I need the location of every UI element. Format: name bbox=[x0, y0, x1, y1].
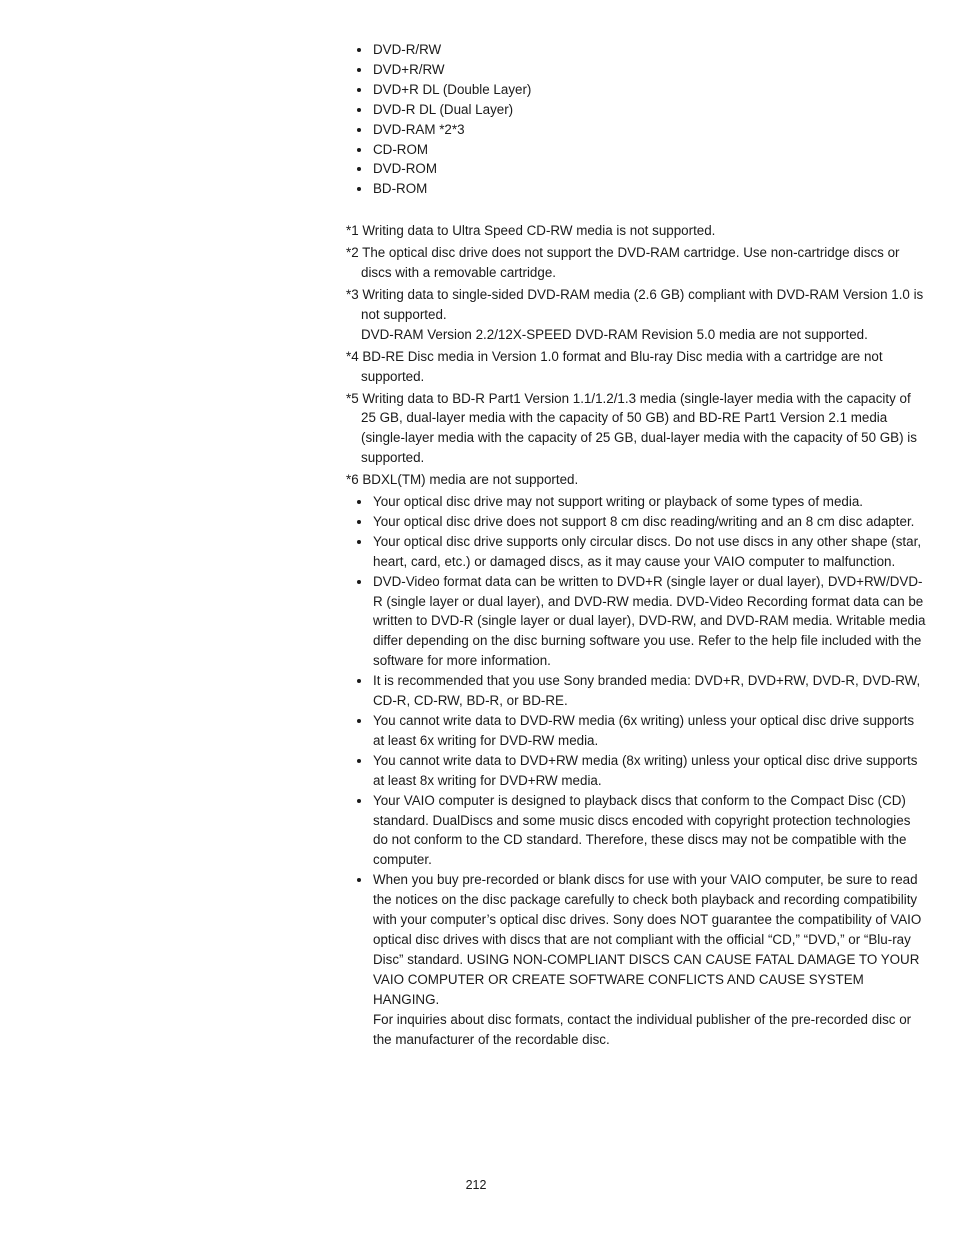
list-item: DVD+R/RW bbox=[346, 60, 928, 80]
note-item bbox=[346, 671, 928, 711]
list-item: DVD-R/RW bbox=[346, 40, 928, 60]
list-item: BD-ROM bbox=[346, 179, 928, 199]
footnote bbox=[346, 221, 928, 241]
note-item bbox=[346, 711, 928, 751]
note-text: Your optical disc drive supports only circular discs. Do not use discs in any other shape (star, heart, card, etc.) or damaged discs, as it may cause your VAIO computer to malfunction. bbox=[373, 533, 922, 569]
note-text: Your VAIO computer is designed to playback discs that conform to the Compact Disc (CD) standard. DualDiscs and some music discs encoded with copyright protection technologies do not conform to the CD standard. Therefore, these discs may not be compatible with the computer. bbox=[373, 792, 911, 868]
footnote-extra-text: DVD-RAM Version 2.2/12X-SPEED DVD-RAM Revision 5.0 media are not supported. bbox=[361, 326, 868, 342]
note-item bbox=[346, 751, 928, 791]
note-extra-text: For inquiries about disc formats, contact the individual publisher of the pre-recorded disc or the manufacturer of the recordable disc. bbox=[373, 1011, 912, 1047]
footnote bbox=[346, 285, 928, 345]
list-item: DVD-ROM bbox=[346, 159, 928, 179]
readable-media-list bbox=[346, 140, 928, 200]
note-item bbox=[346, 532, 928, 572]
footnote-text: *6 BDXL(TM) media are not supported. bbox=[346, 472, 579, 488]
note-text: It is recommended that you use Sony branded media: DVD+R, DVD+RW, DVD-R, DVD-RW, CD-R, CD-RW, BD-R, or BD-RE. bbox=[373, 673, 921, 709]
page-number-text: 212 bbox=[465, 1178, 487, 1192]
footnote-text: *3 Writing data to single-sided DVD-RAM media (2.6 GB) compliant with DVD-RAM Version 1.0 is not supported. bbox=[346, 286, 924, 322]
page-content bbox=[346, 40, 928, 1049]
note-text: You cannot write data to DVD-RW media (6x writing) unless your optical disc drive supports at least 6x writing for DVD-RW media. bbox=[373, 713, 915, 748]
page-number bbox=[0, 1176, 954, 1196]
footnote-text: *5 Writing data to BD-R Part1 Version 1.1/1.2/1.3 media (single-layer media with the capacity of 25 GB, dual-layer media with the capacity of 50 GB) and BD-RE Part1 Version 2.1 media (single-layer media with the capacity of 25 GB, dual-layer media with the capacity of 50 GB) is supported. bbox=[346, 390, 917, 466]
footnote-text: *1 Writing data to Ultra Speed CD-RW media is not supported. bbox=[346, 223, 716, 239]
footnote bbox=[346, 347, 928, 387]
list-item: CD-ROM bbox=[346, 140, 928, 160]
list-item: DVD+R DL (Double Layer) bbox=[346, 80, 928, 100]
note-item bbox=[346, 870, 928, 1049]
footnote bbox=[346, 389, 928, 469]
note-item bbox=[346, 572, 928, 672]
note-text: Your optical disc drive may not support writing or playback of some types of media. bbox=[373, 494, 863, 510]
note-text: You cannot write data to DVD+RW media (8x writing) unless your optical disc drive supports at least 8x writing for DVD+RW media. bbox=[373, 752, 918, 788]
footnote-text: *2 The optical disc drive does not support the DVD-RAM cartridge. Use non-cartridge discs or discs with a removable cartridge. bbox=[346, 245, 900, 281]
note-item bbox=[346, 512, 928, 532]
note-text: When you buy pre-recorded or blank discs for use with your VAIO computer, be sure to read the notices on the disc package carefully to check both playback and recording compatibility with your computer’s optical disc drives. Sony does NOT guarantee the compatibility of VAIO optical disc drives with discs that are not compliant with the official “CD,” “DVD,” or “Blu-ray Disc” standard. USING NON-COMPLIANT DISCS CAN CAUSE FATAL DAMAGE TO YOUR VAIO COMPUTER OR CREATE SOFTWARE CONFLICTS AND CAUSE SYSTEM HANGING. bbox=[373, 872, 922, 1007]
footnotes bbox=[346, 221, 928, 490]
list-item: DVD-R DL (Dual Layer) bbox=[346, 100, 928, 120]
footnote bbox=[346, 470, 928, 490]
writable-media-list bbox=[346, 40, 928, 140]
note-item bbox=[346, 492, 928, 512]
list-item: DVD-RAM *2*3 bbox=[346, 120, 928, 140]
note-text: Your optical disc drive does not support 8 cm disc reading/writing and an 8 cm disc adapter. bbox=[373, 513, 915, 529]
note-item bbox=[346, 791, 928, 871]
notes-list bbox=[346, 492, 928, 1049]
footnote bbox=[346, 243, 928, 283]
footnote-text: *4 BD-RE Disc media in Version 1.0 format and Blu-ray Disc media with a cartridge are not supported. bbox=[346, 348, 883, 384]
note-text: DVD-Video format data can be written to DVD+R (single layer or dual layer), DVD+RW/DVD-R (single layer or dual layer), and DVD-RW media. DVD-Video Recording format data can be written to DVD-R (single layer or dual layer), DVD-RW, and DVD-RAM media. Writable media differ depending on the disc burning software you use. Refer to the help file included with the software for more information. bbox=[373, 573, 926, 669]
